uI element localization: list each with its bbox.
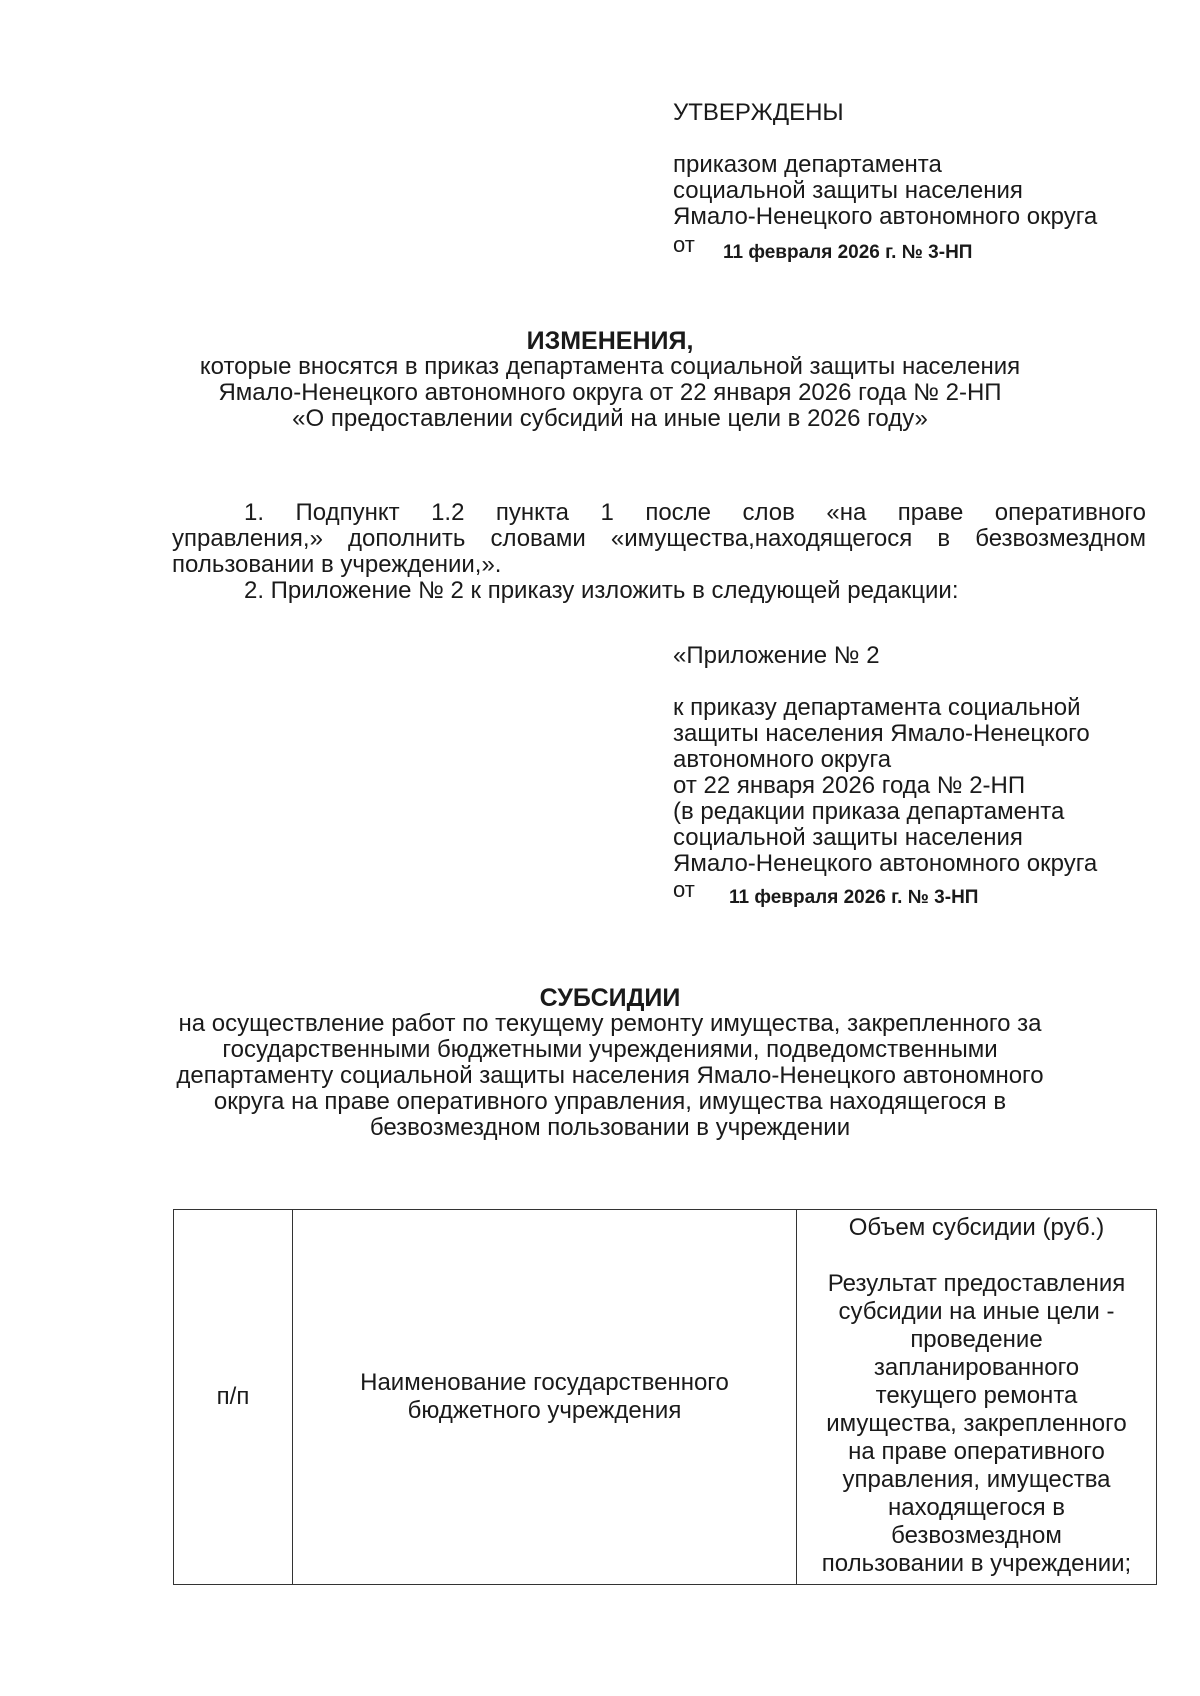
approval-block — [673, 99, 1173, 263]
subsidies-section — [150, 985, 1070, 1141]
appendix-line: Ямало-Ненецкого автономного округа — [673, 850, 1098, 877]
table-cell-number: п/п — [174, 1210, 293, 1585]
table-cell-line: запланированного — [873, 1354, 1080, 1381]
approval-line: приказом департамента — [673, 151, 942, 178]
appendix-block — [673, 643, 1173, 907]
subsidies-line: департаменту социальной защиты населения Ямало-Ненецкого автономного — [176, 1062, 1044, 1089]
table-cell-line: субсидии на иные цели - — [838, 1298, 1115, 1325]
changes-section — [150, 328, 1070, 432]
approval-ot: от — [673, 232, 695, 257]
approval-line: социальной защиты населения — [673, 177, 1023, 204]
changes-line: «О предоставлении субсидий на иные цели в 2026 году» — [292, 405, 928, 432]
table-cell-line: текущего ремонта — [875, 1382, 1078, 1409]
appendix-line: автономного округа — [673, 746, 892, 773]
paragraph-2: 2. Приложение № 2 к приказу изложить в следующей редакции: — [244, 577, 959, 604]
approval-date-line — [673, 230, 1173, 263]
approval-line: Ямало-Ненецкого автономного округа — [673, 203, 1098, 230]
table-cell-line: управления, имущества — [842, 1466, 1111, 1493]
table-cell-spacer — [801, 1242, 1152, 1270]
table-cell-line: на праве оперативного — [848, 1438, 1105, 1465]
table-cell-line: находящегося в — [888, 1494, 1065, 1521]
appendix-heading: «Приложение № 2 — [673, 642, 880, 669]
table-cell-line: проведение — [910, 1326, 1043, 1353]
paragraph-1 — [172, 500, 1146, 578]
paragraph-1-line: пользовании в учреждении,». — [172, 551, 502, 578]
table-cell-line: бюджетного учреждения — [407, 1397, 682, 1424]
appendix-ot: от — [673, 877, 695, 902]
subsidies-title: СУБСИДИИ — [539, 984, 681, 1012]
body-text — [172, 500, 1146, 604]
subsidies-line: безвозмездном пользовании в учреждении — [369, 1114, 851, 1141]
subsidies-table — [173, 1209, 1157, 1585]
appendix-date-line — [673, 877, 1173, 907]
subsidies-line: округа на праве оперативного управления, имущества находящегося в — [213, 1088, 1007, 1115]
table-cell-line: пользовании в учреждении; — [821, 1550, 1132, 1577]
table-cell-line: безвозмездном — [891, 1522, 1062, 1549]
appendix-line: к приказу департамента социальной — [673, 694, 1081, 721]
appendix-line: социальной защиты населения — [673, 824, 1023, 851]
appendix-line: от 22 января 2026 года № 2-НП — [673, 772, 1026, 799]
appendix-line: защиты населения Ямало-Ненецкого — [673, 720, 1090, 747]
appendix-date: 11 февраля 2026 г. № 3-НП — [729, 887, 979, 908]
table-cell-line: Объем субсидии (руб.) — [848, 1214, 1105, 1241]
changes-line: Ямало-Ненецкого автономного округа от 22 января 2026 года № 2-НП — [218, 379, 1002, 406]
paragraph-1-line: управления,» дополнить словами «имущества,находящегося в безвозмездном — [172, 525, 1146, 552]
appendix-line: (в редакции приказа департамента — [673, 798, 1065, 825]
table-cell-institution — [293, 1210, 797, 1585]
changes-line: которые вносятся в приказ департамента социальной защиты населения — [199, 353, 1021, 380]
approval-date: 11 февраля 2026 г. № 3-НП — [723, 242, 973, 263]
subsidies-table-wrap — [173, 1209, 1157, 1585]
table-cell-line: Результат предоставления — [827, 1270, 1126, 1297]
approval-heading: УТВЕРЖДЕНЫ — [673, 99, 844, 126]
changes-title: ИЗМЕНЕНИЯ, — [526, 327, 694, 355]
paragraph-1-line: 1. Подпункт 1.2 пункта 1 после слов «на праве оперативного — [244, 499, 1146, 526]
table-cell-subsidy — [797, 1210, 1157, 1585]
table-header-row — [174, 1210, 1157, 1585]
table-cell-line: Наименование государственного — [360, 1369, 729, 1396]
subsidies-line: государственными бюджетными учреждениями, подведомственными — [222, 1036, 998, 1063]
subsidies-line: на осуществление работ по текущему ремонту имущества, закрепленного за — [178, 1010, 1042, 1037]
table-cell-line: имущества, закрепленного — [826, 1410, 1127, 1437]
